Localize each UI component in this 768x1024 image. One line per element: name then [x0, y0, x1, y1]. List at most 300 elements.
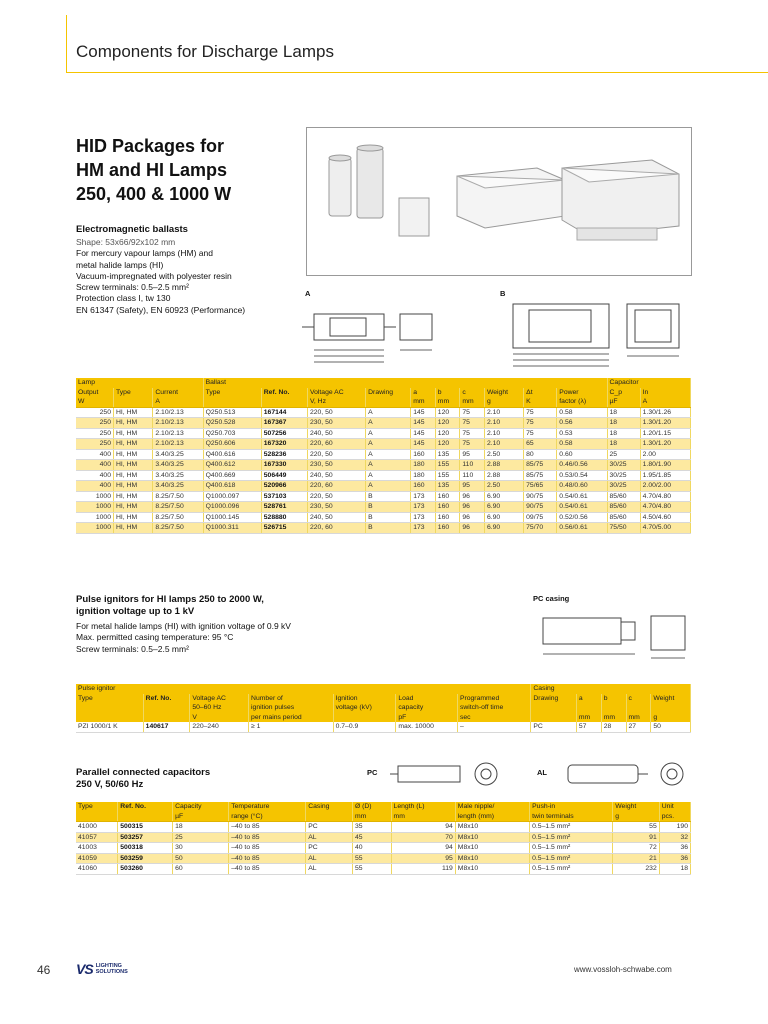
- table-cell: 537103: [261, 491, 307, 502]
- column-unit: [306, 812, 353, 822]
- column-unit: W: [76, 397, 114, 407]
- ignitor-specs: [76, 621, 291, 655]
- table-row: [76, 460, 691, 471]
- column-unit: µF: [173, 812, 229, 822]
- table-cell: HI, HM: [114, 418, 153, 429]
- column-header: Weight: [613, 802, 659, 812]
- table-cell: 25: [173, 832, 229, 843]
- table-cell: 27: [626, 722, 651, 732]
- table-cell: 2.00: [640, 449, 690, 460]
- table-row: [76, 470, 691, 481]
- page-number: 46: [37, 963, 51, 977]
- table-cell: 95: [460, 449, 485, 460]
- table-cell: 0.53: [557, 428, 607, 439]
- table-cell: 528880: [261, 512, 307, 523]
- column-header: c: [626, 694, 651, 704]
- table-cell: 528761: [261, 502, 307, 513]
- spec-line: For metal halide lamps (HI) with ignition voltage of 0.9 kV: [76, 621, 291, 631]
- table-cell: 30/25: [607, 460, 640, 471]
- column-header: Unit: [659, 802, 690, 812]
- column-header: Ø (D): [352, 802, 391, 812]
- column-header: Ignition: [333, 694, 396, 704]
- table-cell: 4.70/4.80: [640, 502, 690, 513]
- header-rule-horizontal: [66, 72, 768, 73]
- table-cell: 3.40/3.25: [153, 460, 203, 471]
- table-cell: 1.30/1.20: [640, 418, 690, 429]
- table-cell: 155: [435, 470, 460, 481]
- column-header: [143, 713, 190, 723]
- column-unit: g: [613, 812, 659, 822]
- logo-text: [96, 963, 128, 975]
- table-cell: Q1000.145: [203, 512, 261, 523]
- table-cell: 140617: [143, 722, 190, 732]
- table-row: [76, 407, 691, 418]
- table-cell: B: [366, 502, 411, 513]
- table-row: [76, 512, 691, 523]
- table-cell: 0.58: [557, 439, 607, 450]
- column-unit: V, Hz: [307, 397, 365, 407]
- table-cell: 0.48/0.60: [557, 481, 607, 492]
- table-cell: 36: [659, 843, 690, 854]
- column-unit: range (°C): [229, 812, 306, 822]
- table-row: [76, 491, 691, 502]
- table-cell: HI, HM: [114, 512, 153, 523]
- table-cell: 120: [435, 418, 460, 429]
- table-cell: 40: [352, 843, 391, 854]
- pc-casing-label: PC casing: [533, 594, 570, 603]
- column-header: Voltage AC: [190, 694, 249, 704]
- table-cell: HI, HM: [114, 407, 153, 418]
- column-unit: [118, 812, 173, 822]
- table-cell: M8x10: [455, 864, 529, 875]
- column-header: Type: [203, 388, 261, 398]
- column-unit: [76, 812, 118, 822]
- column-header: Number of: [249, 694, 334, 704]
- spec-line: Protection class I, tw 130: [76, 293, 171, 304]
- column-header: sec: [457, 713, 530, 723]
- table-cell: 528236: [261, 449, 307, 460]
- table-cell: PC: [306, 822, 353, 833]
- column-unit: [366, 397, 411, 407]
- drawing-a: [300, 298, 445, 370]
- table-cell: 220, 50: [307, 407, 365, 418]
- group-header-ballast: Ballast: [203, 378, 607, 388]
- table-cell: 0.7–0.9: [333, 722, 396, 732]
- table-cell: 232: [613, 864, 659, 875]
- table-cell: 85/75: [524, 470, 557, 481]
- table-cell: 120: [435, 407, 460, 418]
- table-row: [76, 523, 691, 534]
- column-header: C_p: [607, 388, 640, 398]
- table-cell: 6.90: [484, 502, 523, 513]
- table-cell: Q250.528: [203, 418, 261, 429]
- logo-text-line: SOLUTIONS: [95, 969, 128, 975]
- table-cell: 2.10/2.13: [153, 418, 203, 429]
- table-cell: Q250.606: [203, 439, 261, 450]
- column-header: c: [460, 388, 485, 398]
- table-cell: 18: [607, 418, 640, 429]
- column-header: mm: [601, 713, 626, 723]
- table-cell: 6.90: [484, 523, 523, 534]
- product-photo-illustration: [307, 128, 691, 275]
- table-cell: 75: [524, 418, 557, 429]
- table-cell: A: [366, 439, 411, 450]
- pc-label: PC: [367, 768, 378, 777]
- column-unit: mm: [411, 397, 436, 407]
- table-cell: 41060: [76, 864, 118, 875]
- table-cell: 18: [607, 407, 640, 418]
- column-header: Ref. No.: [118, 802, 173, 812]
- table-cell: HI, HM: [114, 428, 153, 439]
- title-line: HID Packages for: [76, 136, 225, 156]
- table-cell: Q250.513: [203, 407, 261, 418]
- table-cell: 30: [173, 843, 229, 854]
- table-cell: 18: [607, 439, 640, 450]
- ignitor-heading-line: Pulse ignitors for HI lamps 250 to 2000 W,: [76, 594, 264, 605]
- table-cell: 80: [524, 449, 557, 460]
- al-capacitor-drawing: [560, 760, 690, 790]
- table-cell: A: [366, 418, 411, 429]
- column-header: g: [651, 713, 691, 723]
- table-cell: 120: [435, 428, 460, 439]
- table-cell: 90/75: [524, 491, 557, 502]
- table-cell: 173: [411, 512, 436, 523]
- table-cell: 220–240: [190, 722, 249, 732]
- table-cell: 1.30/1.20: [640, 439, 690, 450]
- table-cell: 145: [411, 439, 436, 450]
- ballast-specs: [76, 237, 245, 316]
- table-cell: 50: [173, 853, 229, 864]
- table-cell: 28: [601, 722, 626, 732]
- table-cell: 30/25: [607, 470, 640, 481]
- table-cell: 0.54/0.61: [557, 491, 607, 502]
- table-cell: M8x10: [455, 832, 529, 843]
- table-cell: 240, 50: [307, 470, 365, 481]
- table-cell: 18: [659, 864, 690, 875]
- column-unit: [203, 397, 261, 407]
- column-header: 50–60 Hz: [190, 703, 249, 713]
- table-row: [76, 853, 691, 864]
- table-cell: 250: [76, 428, 114, 439]
- table-cell: 0.46/0.56: [557, 460, 607, 471]
- table-cell: 0.52/0.56: [557, 512, 607, 523]
- table-cell: HI, HM: [114, 491, 153, 502]
- table-cell: Q400.612: [203, 460, 261, 471]
- table-cell: 120: [435, 439, 460, 450]
- table-cell: 2.88: [484, 460, 523, 471]
- table-cell: 180: [411, 460, 436, 471]
- table-cell: 1.20/1.15: [640, 428, 690, 439]
- table-cell: 65: [524, 439, 557, 450]
- al-label: AL: [537, 768, 547, 777]
- column-header: [576, 703, 601, 713]
- table-cell: 167367: [261, 418, 307, 429]
- column-header: Type: [76, 694, 143, 704]
- table-cell: 160: [411, 449, 436, 460]
- column-unit: mm: [352, 812, 391, 822]
- table-cell: 220, 60: [307, 523, 365, 534]
- table-cell: 2.00/2.00: [640, 481, 690, 492]
- table-cell: HI, HM: [114, 481, 153, 492]
- column-header: [601, 703, 626, 713]
- table-cell: 32: [659, 832, 690, 843]
- column-unit: [114, 397, 153, 407]
- table-cell: 75: [460, 439, 485, 450]
- table-cell: 85/60: [607, 491, 640, 502]
- table-cell: Q1000.311: [203, 523, 261, 534]
- column-header: [531, 703, 577, 713]
- spec-line: Vacuum-impregnated with polyester resin: [76, 270, 232, 281]
- ignitor-table-header: [76, 713, 691, 723]
- table-cell: 1000: [76, 523, 114, 534]
- table-cell: HI, HM: [114, 502, 153, 513]
- table-cell: 96: [460, 512, 485, 523]
- spec-line: metal halide lamps (HI): [76, 259, 164, 270]
- table-cell: 41000: [76, 822, 118, 833]
- drawing-b: [495, 298, 690, 370]
- table-cell: 160: [435, 523, 460, 534]
- column-header: Weight: [484, 388, 523, 398]
- table-cell: 240, 50: [307, 512, 365, 523]
- spec-line: Screw terminals: 0.5–2.5 mm²: [76, 282, 189, 293]
- column-unit: factor (λ): [557, 397, 607, 407]
- table-row: [76, 722, 691, 732]
- table-cell: 18: [607, 428, 640, 439]
- table-cell: 400: [76, 481, 114, 492]
- vs-logo-mark: VS: [76, 961, 93, 977]
- table-cell: 0.5–1.5 mm²: [530, 822, 613, 833]
- table-row: [76, 822, 691, 833]
- column-header: Current: [153, 388, 203, 398]
- table-cell: 145: [411, 407, 436, 418]
- table-cell: 8.25/7.50: [153, 512, 203, 523]
- capacitor-table: [76, 802, 691, 875]
- spec-line: For mercury vapour lamps (HM) and: [76, 248, 213, 259]
- table-cell: 173: [411, 502, 436, 513]
- column-header: Output: [76, 388, 114, 398]
- column-header: V: [190, 713, 249, 723]
- table-cell: A: [366, 407, 411, 418]
- table-cell: PZI 1000/1 K: [76, 722, 143, 732]
- table-row: [76, 449, 691, 460]
- table-cell: 145: [411, 418, 436, 429]
- table-cell: 75/50: [607, 523, 640, 534]
- table-cell: AL: [306, 864, 353, 875]
- table-cell: 2.10: [484, 439, 523, 450]
- capacitor-table-units: [76, 812, 691, 822]
- table-cell: 6.90: [484, 512, 523, 523]
- table-cell: 41003: [76, 843, 118, 854]
- table-cell: 155: [435, 460, 460, 471]
- table-cell: –40 to 85: [229, 843, 306, 854]
- column-header: Load: [396, 694, 458, 704]
- table-cell: 55: [352, 853, 391, 864]
- ballast-table-units: [76, 397, 691, 407]
- table-cell: 2.10/2.13: [153, 407, 203, 418]
- table-cell: PC: [306, 843, 353, 854]
- table-cell: 167144: [261, 407, 307, 418]
- table-cell: 0.60: [557, 449, 607, 460]
- table-cell: ≥ 1: [249, 722, 334, 732]
- column-unit: A: [153, 397, 203, 407]
- table-cell: 72: [613, 843, 659, 854]
- table-row: [76, 832, 691, 843]
- column-header: [76, 713, 143, 723]
- ignitor-table-header: [76, 694, 691, 704]
- column-header: capacity: [396, 703, 458, 713]
- table-cell: 91: [613, 832, 659, 843]
- column-header: Type: [76, 802, 118, 812]
- table-cell: –40 to 85: [229, 832, 306, 843]
- table-cell: 250: [76, 407, 114, 418]
- table-cell: 85/75: [524, 460, 557, 471]
- drawing-label-a: A: [305, 289, 311, 298]
- column-header: [333, 713, 396, 723]
- table-cell: Q400.618: [203, 481, 261, 492]
- table-cell: 250: [76, 439, 114, 450]
- table-cell: 110: [460, 460, 485, 471]
- table-cell: 8.25/7.50: [153, 502, 203, 513]
- column-header: Ref. No.: [261, 388, 307, 398]
- capacitor-heading-line: Parallel connected capacitors: [76, 767, 211, 778]
- table-cell: A: [366, 449, 411, 460]
- table-cell: 526715: [261, 523, 307, 534]
- table-cell: 3.40/3.25: [153, 449, 203, 460]
- table-cell: 180: [411, 470, 436, 481]
- column-header: Casing: [306, 802, 353, 812]
- ballast-table-header: [76, 388, 691, 398]
- table-row: [76, 502, 691, 513]
- table-cell: 55: [352, 864, 391, 875]
- table-cell: 220, 60: [307, 481, 365, 492]
- table-cell: 75: [460, 418, 485, 429]
- table-cell: 0.56/0.61: [557, 523, 607, 534]
- table-row: [76, 439, 691, 450]
- table-cell: HI, HM: [114, 449, 153, 460]
- column-header: Ref. No.: [143, 694, 190, 704]
- table-cell: 506449: [261, 470, 307, 481]
- table-cell: 0.5–1.5 mm²: [530, 843, 613, 854]
- table-cell: 3.40/3.25: [153, 481, 203, 492]
- table-row: [76, 864, 691, 875]
- table-cell: 1000: [76, 512, 114, 523]
- table-cell: 18: [173, 822, 229, 833]
- capacitor-table-header: [76, 802, 691, 812]
- table-cell: A: [366, 481, 411, 492]
- table-cell: 507256: [261, 428, 307, 439]
- table-cell: 36: [659, 853, 690, 864]
- column-header: ignition pulses: [249, 703, 334, 713]
- column-header: [651, 703, 691, 713]
- table-cell: –: [457, 722, 530, 732]
- table-row: [76, 418, 691, 429]
- column-header: Weight: [651, 694, 691, 704]
- table-cell: 0.5–1.5 mm²: [530, 864, 613, 875]
- table-row: [76, 843, 691, 854]
- capacitor-heading: [76, 767, 210, 791]
- table-cell: –40 to 85: [229, 864, 306, 875]
- column-header: Length (L): [391, 802, 455, 812]
- column-unit: mm: [435, 397, 460, 407]
- table-cell: 94: [391, 843, 455, 854]
- column-header: Male nipple/: [455, 802, 529, 812]
- ignitor-drawing: [525, 606, 695, 666]
- table-cell: 55: [613, 822, 659, 833]
- column-header: Temperature: [229, 802, 306, 812]
- table-cell: 30/25: [607, 481, 640, 492]
- table-cell: 110: [460, 470, 485, 481]
- table-cell: 96: [460, 491, 485, 502]
- pc-capacitor-drawing: [388, 760, 508, 790]
- title-line: HM and HI Lamps: [76, 160, 228, 180]
- group-header-ignitor: Pulse ignitor: [76, 684, 531, 694]
- column-header: switch-off time: [457, 703, 530, 713]
- table-cell: 135: [435, 449, 460, 460]
- column-unit: mm: [460, 397, 485, 407]
- table-cell: 2.50: [484, 449, 523, 460]
- table-cell: 240, 50: [307, 428, 365, 439]
- table-cell: 75/70: [524, 523, 557, 534]
- table-cell: 45: [352, 832, 391, 843]
- header-title: Components for Discharge Lamps: [76, 42, 334, 61]
- table-cell: 0.56: [557, 418, 607, 429]
- table-cell: 0.5–1.5 mm²: [530, 853, 613, 864]
- table-cell: 145: [411, 428, 436, 439]
- column-unit: A: [640, 397, 690, 407]
- column-unit: µF: [607, 397, 640, 407]
- spec-line: EN 61347 (Safety), EN 60923 (Performance): [76, 304, 246, 315]
- column-header: Programmed: [457, 694, 530, 704]
- table-cell: 4.50/4.60: [640, 512, 690, 523]
- column-unit: mm: [391, 812, 455, 822]
- table-cell: 1.80/1.90: [640, 460, 690, 471]
- table-cell: A: [366, 460, 411, 471]
- table-cell: 75: [524, 407, 557, 418]
- table-cell: 230, 50: [307, 460, 365, 471]
- table-cell: 95: [391, 853, 455, 864]
- column-header: [626, 703, 651, 713]
- table-cell: 0.54/0.61: [557, 502, 607, 513]
- spec-line: Max. permitted casing temperature: 95 °C: [76, 632, 234, 643]
- table-cell: 0.53/0.54: [557, 470, 607, 481]
- table-cell: 1.95/1.85: [640, 470, 690, 481]
- page-title: [76, 134, 231, 206]
- table-cell: 41059: [76, 853, 118, 864]
- table-cell: 85/60: [607, 512, 640, 523]
- table-cell: 35: [352, 822, 391, 833]
- table-row: [76, 428, 691, 439]
- table-cell: 75: [524, 428, 557, 439]
- table-cell: Q400.616: [203, 449, 261, 460]
- ignitor-heading-line: ignition voltage up to 1 kV: [76, 606, 195, 617]
- ballast-table: [76, 378, 691, 534]
- table-cell: 520966: [261, 481, 307, 492]
- table-cell: 2.88: [484, 470, 523, 481]
- table-cell: 4.70/4.80: [640, 491, 690, 502]
- table-cell: 21: [613, 853, 659, 864]
- table-cell: 160: [435, 491, 460, 502]
- table-cell: 41057: [76, 832, 118, 843]
- ignitor-heading: [76, 594, 264, 618]
- logo-text-line: LIGHTING: [95, 963, 122, 969]
- table-cell: 2.10: [484, 418, 523, 429]
- header-rule-vertical: [66, 15, 67, 73]
- column-unit: K: [524, 397, 557, 407]
- table-cell: Q1000.096: [203, 502, 261, 513]
- group-header-casing: Casing: [531, 684, 691, 694]
- column-unit: twin terminals: [530, 812, 613, 822]
- table-cell: 70: [391, 832, 455, 843]
